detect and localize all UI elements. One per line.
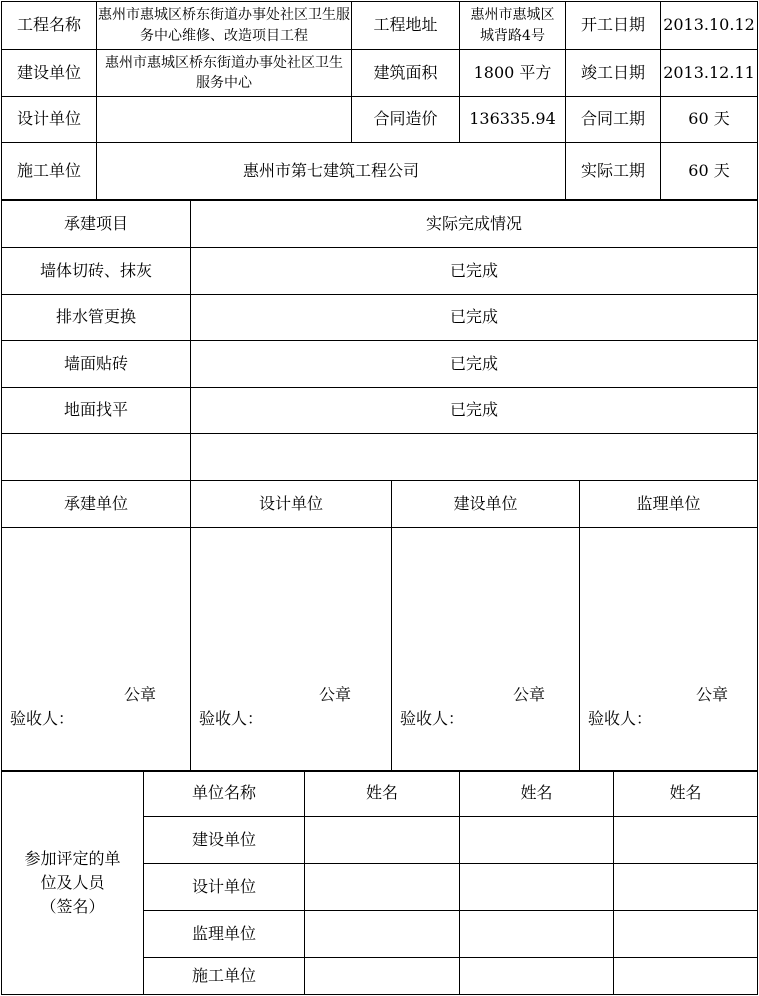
design-unit-value [97, 97, 352, 143]
col-name-header: 姓名 [460, 771, 614, 817]
inspector-label: 验收人： [10, 709, 75, 728]
items-header-status: 实际完成情况 [191, 201, 758, 248]
seal-label: 公章 [319, 685, 352, 704]
sig-cell-builder[interactable] [392, 528, 580, 772]
participant-name-field[interactable] [305, 817, 460, 864]
sig-cell-contractor[interactable] [2, 528, 191, 772]
participant-unit: 建设单位 [144, 817, 305, 864]
table-row-empty [2, 434, 758, 481]
item-status: 已完成 [191, 248, 758, 295]
item-status: 已完成 [191, 295, 758, 341]
project-info-table [1, 1, 758, 200]
participant-unit: 施工单位 [144, 958, 305, 995]
project-name-value: 惠州市惠城区桥东街道办事处社区卫生服务中心维修、改造项目工程 [97, 2, 352, 50]
item-name: 地面找平 [2, 388, 191, 434]
building-area-label: 建筑面积 [352, 50, 460, 97]
participant-name-field[interactable] [305, 911, 460, 958]
construction-unit-label: 施工单位 [2, 143, 97, 200]
building-area-value: 1800 平方 [460, 50, 566, 97]
work-items-table [1, 200, 758, 481]
items-header-item: 承建项目 [2, 201, 191, 248]
table-row [2, 341, 758, 388]
builder-unit-label: 建设单位 [2, 50, 97, 97]
item-name: 排水管更换 [2, 295, 191, 341]
participant-name-field[interactable] [305, 958, 460, 995]
participant-name-field[interactable] [614, 911, 758, 958]
col-name-header: 姓名 [614, 771, 758, 817]
participant-name-field[interactable] [460, 864, 614, 911]
project-name-label: 工程名称 [2, 2, 97, 50]
completion-date-label: 竣工日期 [566, 50, 661, 97]
side-label-line2: 位及人员 [40, 872, 105, 892]
table-row [2, 295, 758, 341]
participant-name-field[interactable] [614, 958, 758, 995]
item-name: 墙体切砖、抹灰 [2, 248, 191, 295]
table-row [2, 388, 758, 434]
participant-name-field[interactable] [460, 911, 614, 958]
sig-cell-design[interactable] [191, 528, 392, 772]
project-address-label: 工程地址 [352, 2, 460, 50]
seal-label: 公章 [513, 685, 546, 704]
col-unit-header: 单位名称 [144, 771, 305, 817]
contract-price-value: 136335.94 [460, 97, 566, 143]
participant-name-field[interactable] [460, 817, 614, 864]
seal-label: 公章 [124, 685, 157, 704]
contract-period-value: 60 天 [661, 97, 758, 143]
sig-header-design: 设计单位 [191, 481, 392, 528]
item-status-empty [191, 434, 758, 481]
actual-period-value: 60 天 [661, 143, 758, 200]
participant-name-field[interactable] [305, 864, 460, 911]
item-status: 已完成 [191, 388, 758, 434]
actual-period-label: 实际工期 [566, 143, 661, 200]
sig-header-contractor: 承建单位 [2, 481, 191, 528]
participant-name-field[interactable] [460, 958, 614, 995]
sig-header-builder: 建设单位 [392, 481, 580, 528]
item-name-empty [2, 434, 191, 481]
contract-period-label: 合同工期 [566, 97, 661, 143]
design-unit-label: 设计单位 [2, 97, 97, 143]
side-label-line1: 参加评定的单 [24, 848, 121, 868]
project-address-value: 惠州市惠城区城背路4号 [460, 2, 566, 50]
participant-unit: 监理单位 [144, 911, 305, 958]
signature-table [1, 480, 758, 772]
item-status: 已完成 [191, 341, 758, 388]
participants-table [1, 770, 758, 995]
col-name-header: 姓名 [305, 771, 460, 817]
participant-name-field[interactable] [614, 864, 758, 911]
start-date-label: 开工日期 [566, 2, 661, 50]
participant-unit: 设计单位 [144, 864, 305, 911]
item-name: 墙面贴砖 [2, 341, 191, 388]
inspector-label: 验收人： [199, 709, 264, 728]
seal-label: 公章 [696, 685, 729, 704]
participant-name-field[interactable] [614, 817, 758, 864]
builder-unit-value: 惠州市惠城区桥东街道办事处社区卫生服务中心 [97, 50, 352, 97]
inspector-label: 验收人： [588, 709, 653, 728]
contract-price-label: 合同造价 [352, 97, 460, 143]
table-row [2, 248, 758, 295]
side-label-line3: （签名） [40, 896, 105, 916]
construction-unit-value: 惠州市第七建筑工程公司 [97, 143, 566, 200]
sig-cell-supervision[interactable] [580, 528, 758, 772]
sig-header-supervision: 监理单位 [580, 481, 758, 528]
inspector-label: 验收人： [400, 709, 465, 728]
completion-date-value: 2013.12.11 [661, 50, 758, 97]
participants-side-label [2, 771, 144, 995]
start-date-value: 2013.10.12 [661, 2, 758, 50]
